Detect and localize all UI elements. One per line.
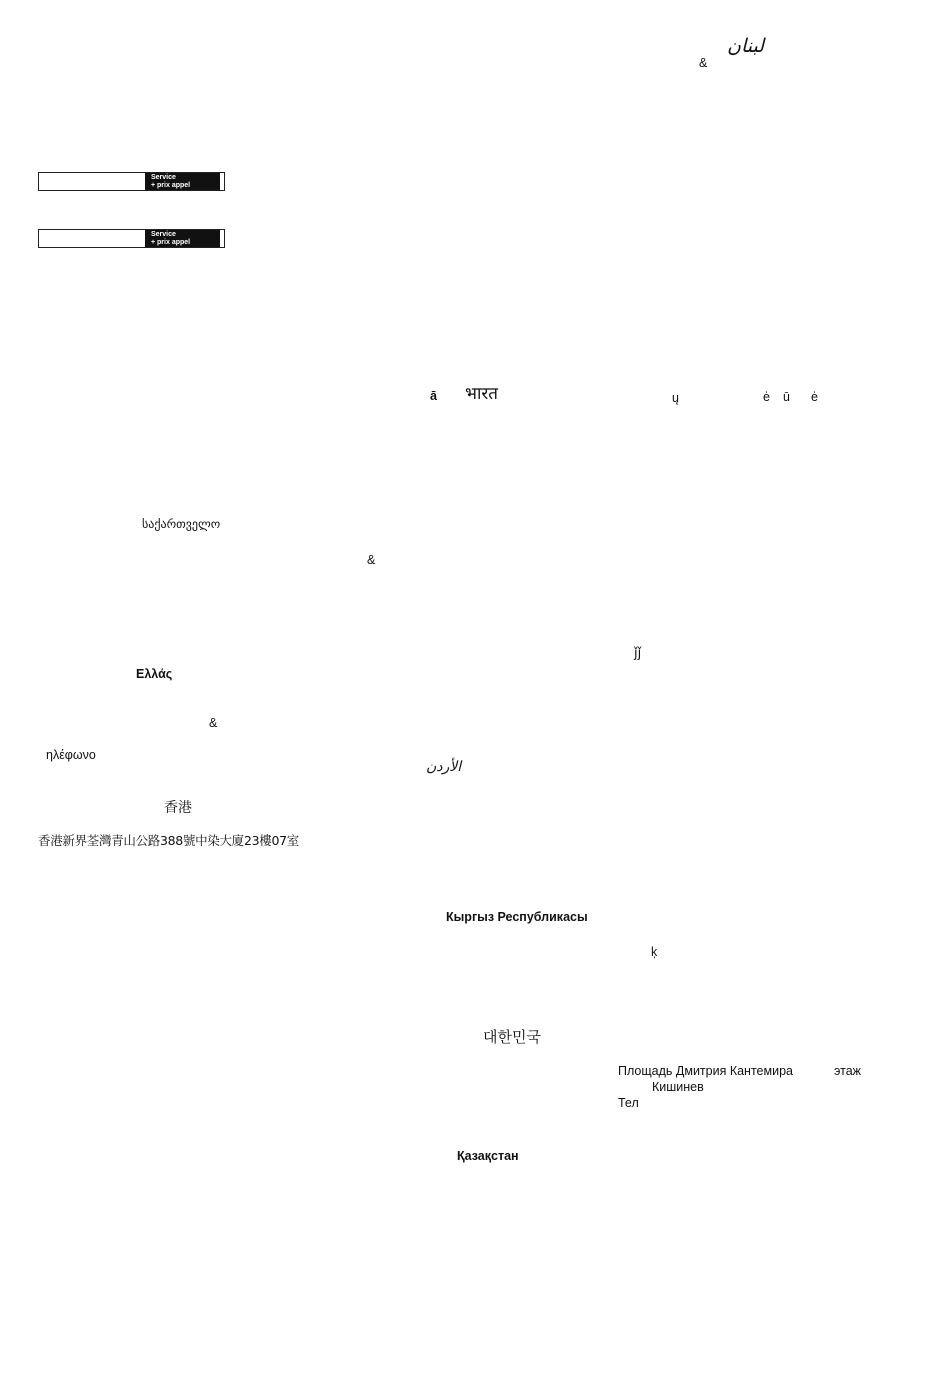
service-price-box-2 bbox=[38, 229, 225, 248]
lebanon-name: لبنان bbox=[727, 35, 764, 57]
greece-phone-label: ηλέφωνο bbox=[46, 748, 96, 762]
greece-ampersand: & bbox=[209, 716, 218, 730]
hongkong-name: 香港 bbox=[164, 800, 192, 816]
moldova-city: Кишинев bbox=[652, 1080, 704, 1094]
moldova-tel-label: Тел bbox=[618, 1096, 639, 1110]
char-u-ogonek: ų bbox=[672, 391, 679, 405]
georgia-name: საქართველო bbox=[142, 517, 221, 531]
greece-name: Ελλάς bbox=[136, 667, 173, 681]
moldova-floor-label: этаж bbox=[834, 1064, 862, 1078]
india-a-macron: ā bbox=[430, 389, 437, 403]
korea-name: 대한민국 bbox=[483, 1028, 541, 1046]
ampersand-mid: & bbox=[367, 553, 376, 567]
service-label: Service bbox=[151, 174, 176, 181]
service-price-box-1 bbox=[38, 172, 225, 191]
kyrgyzstan-name: Кыргыз Республикасы bbox=[446, 910, 588, 924]
char-e-dot-2: ė bbox=[811, 390, 818, 404]
lebanon-ampersand: & bbox=[699, 56, 708, 70]
char-k-cedilla: ķ bbox=[651, 945, 658, 959]
india-name: भारत bbox=[465, 384, 498, 404]
kazakhstan-name: Қазақстан bbox=[457, 1149, 519, 1163]
hongkong-address: 香港新界荃灣青山公路388號中染大廈23樓07室 bbox=[38, 833, 299, 848]
char-e-dot-1: ė bbox=[763, 390, 770, 404]
service-price-label: + prix appel bbox=[151, 239, 191, 246]
jordan-name: الأردن bbox=[426, 759, 462, 775]
char-u-macron: ū bbox=[783, 390, 790, 404]
moldova-address-line: Площадь Дмитрия Кантемира bbox=[618, 1064, 793, 1078]
char-double-j: ǰǰ bbox=[634, 646, 642, 661]
service-label: Service bbox=[151, 231, 176, 238]
service-price-label: + prix appel bbox=[151, 182, 191, 189]
